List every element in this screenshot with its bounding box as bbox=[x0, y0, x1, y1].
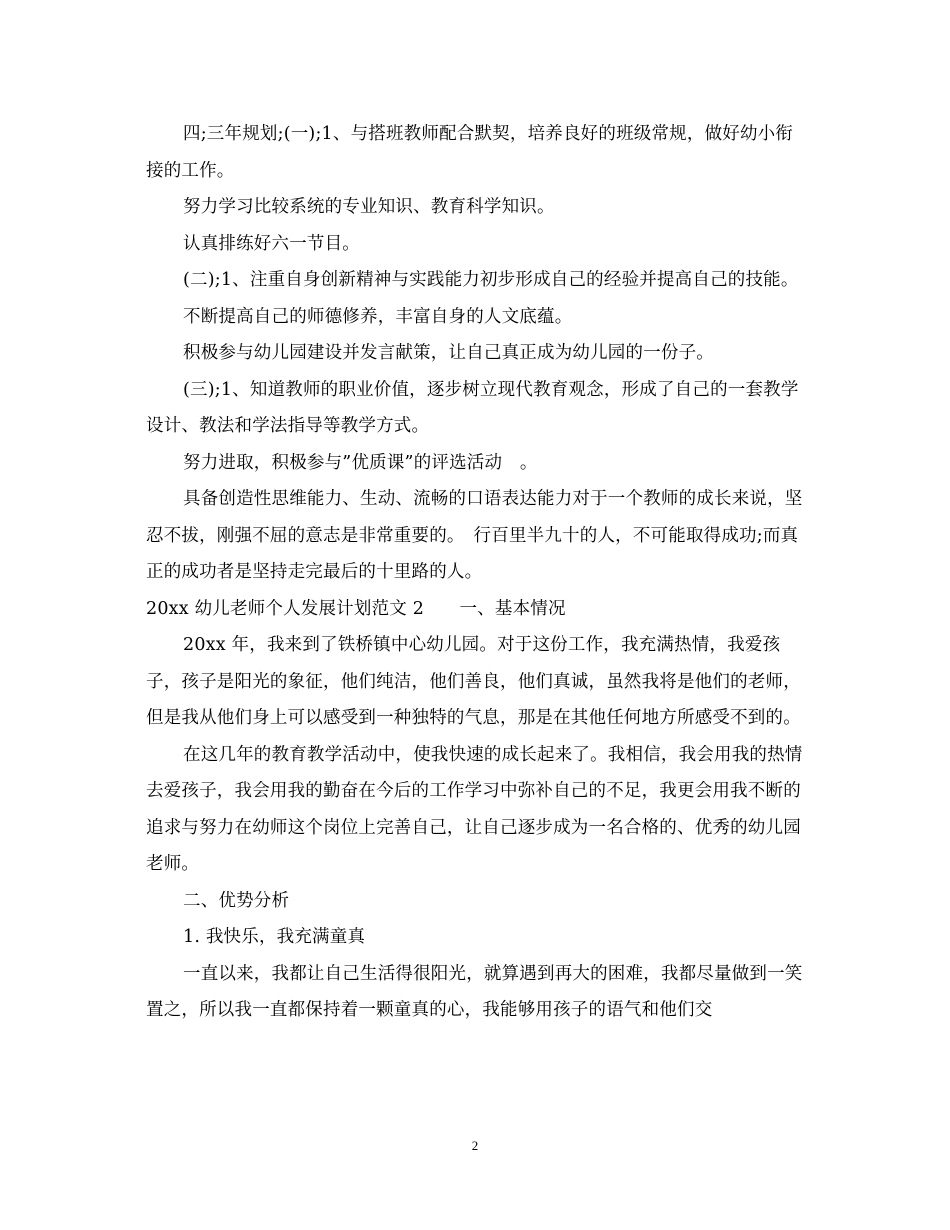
paragraph-plan-three: (三);1、知道教师的职业价值，逐步树立现代教育观念，形成了自己的一套教学设计、教法和学法指导等教学方式。 bbox=[146, 379, 799, 436]
paragraph-plan-two: (二);1、注重自身创新精神与实践能力初步形成自己的经验并提高自己的技能。 bbox=[183, 270, 799, 290]
paragraph-creative-thinking: 具备创造性思维能力、生动、流畅的口语表达能力对于一个教师的成长来说，坚忍不拔，刚强不屈的意志是非常重要的。 行百里半九十的人，不可能取得成功;而真正的成功者是坚持走完最后的十里路的人。 bbox=[146, 489, 803, 582]
paragraph-study: 努力学习比较系统的专业知识、教育科学知识。 bbox=[183, 197, 555, 217]
paragraph-basic-info: 20xx 年，我来到了铁桥镇中心幼儿园。对于这份工作，我充满热情，我爱孩子，孩子是阳光的象征，他们纯洁，他们善良，他们真诚，虽然我将是他们的老师，但是我从他们身上可以感受到一种独特的气息，那是在其他任何地方所感受不到的。 bbox=[146, 635, 801, 728]
paragraph-ethics: 不断提高自己的师德修养，丰富自身的人文底蕴。 bbox=[183, 306, 573, 327]
paragraph-quality-class: 努力进取，积极参与”优质课”的评选活动 。 bbox=[183, 452, 538, 473]
paragraph-participate: 积极参与幼儿园建设并发言献策，让自己真正成为幼儿园的一份子。 bbox=[183, 343, 714, 363]
paragraph-plan-one: 四;三年规划;(一);1、与搭班教师配合默契，培养良好的班级常规，做好幼小衔接的工作。 bbox=[146, 124, 794, 181]
subheading-happy: 1. 我快乐，我充满童真 bbox=[183, 927, 366, 947]
document-body bbox=[146, 116, 810, 1029]
page-number: 2 bbox=[471, 1138, 479, 1153]
section-heading-advantages: 二、优势分析 bbox=[183, 890, 290, 911]
paragraph-growth: 在这几年的教育教学活动中，使我快速的成长起来了。我相信，我会用我的热情去爱孩子，我会用我的勤奋在今后的工作学习中弥补自己的不足，我更会用我不断的追求与努力在幼师这个岗位上完善自己，让自己逐步成为一名合格的、优秀的幼儿园老师。 bbox=[146, 744, 803, 874]
paragraph-sunshine: 一直以来，我都让自己生活得很阳光，就算遇到再大的困难，我都尽量做到一笑置之，所以我一直都保持着一颗童真的心，我能够用孩子的语气和他们交 bbox=[146, 963, 803, 1020]
paragraph-rehearse: 认真排练好六一节目。 bbox=[183, 233, 360, 254]
section-heading-sample-2: 20xx 幼儿老师个人发展计划范文 2 一、基本情况 bbox=[146, 598, 566, 619]
